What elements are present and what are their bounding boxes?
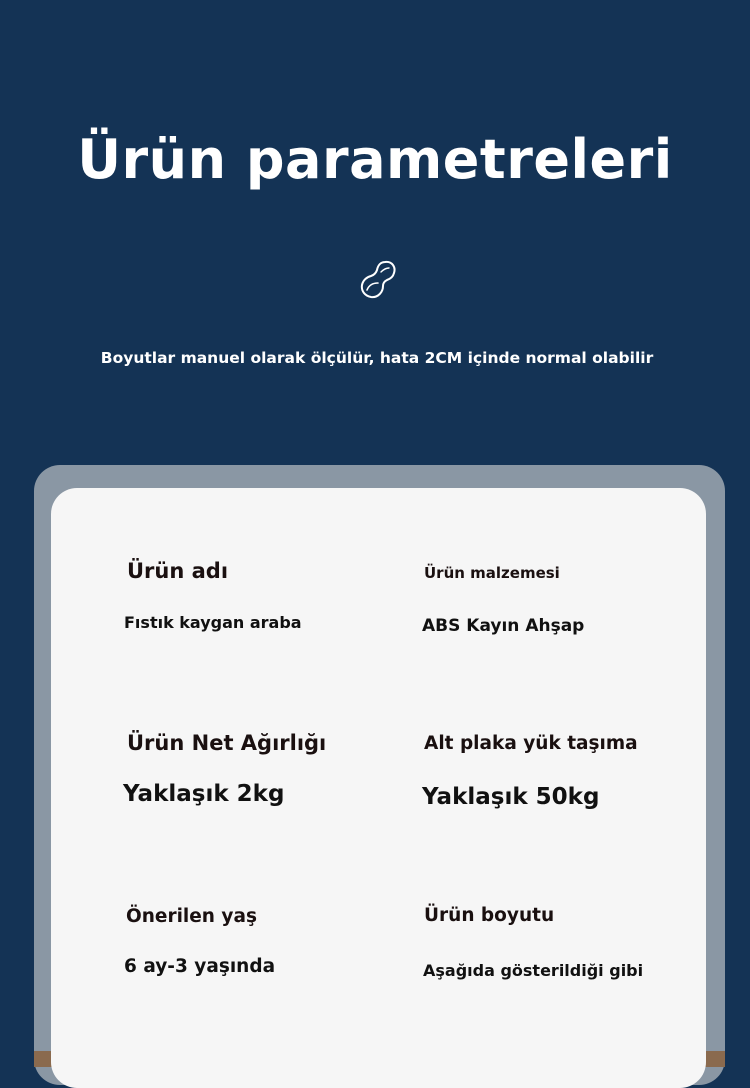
param-value-load-capacity: Yaklaşık 50kg [422,784,600,810]
param-label-recommended-age: Önerilen yaş [126,906,257,927]
peanut-icon [355,256,401,302]
measurement-note: Boyutlar manuel olarak ölçülür, hata 2CM içinde normal olabilir [100,349,654,367]
page-title: Ürün parametreleri [77,128,673,191]
param-value-size: Aşağıda gösterildiği gibi [423,961,644,980]
param-value-name: Fıstık kaygan araba [124,613,302,632]
param-label-load-capacity: Alt plaka yük taşıma [424,733,638,754]
param-value-net-weight: Yaklaşık 2kg [123,781,285,807]
param-label-material: Ürün malzemesi [424,564,560,582]
param-label-name: Ürün adı [127,559,229,583]
param-label-net-weight: Ürün Net Ağırlığı [127,731,327,755]
param-value-recommended-age: 6 ay-3 yaşında [124,956,276,977]
param-value-material: ABS Kayın Ahşap [422,616,585,636]
wood-strip-right [703,1051,725,1067]
param-label-size: Ürün boyutu [424,905,555,926]
